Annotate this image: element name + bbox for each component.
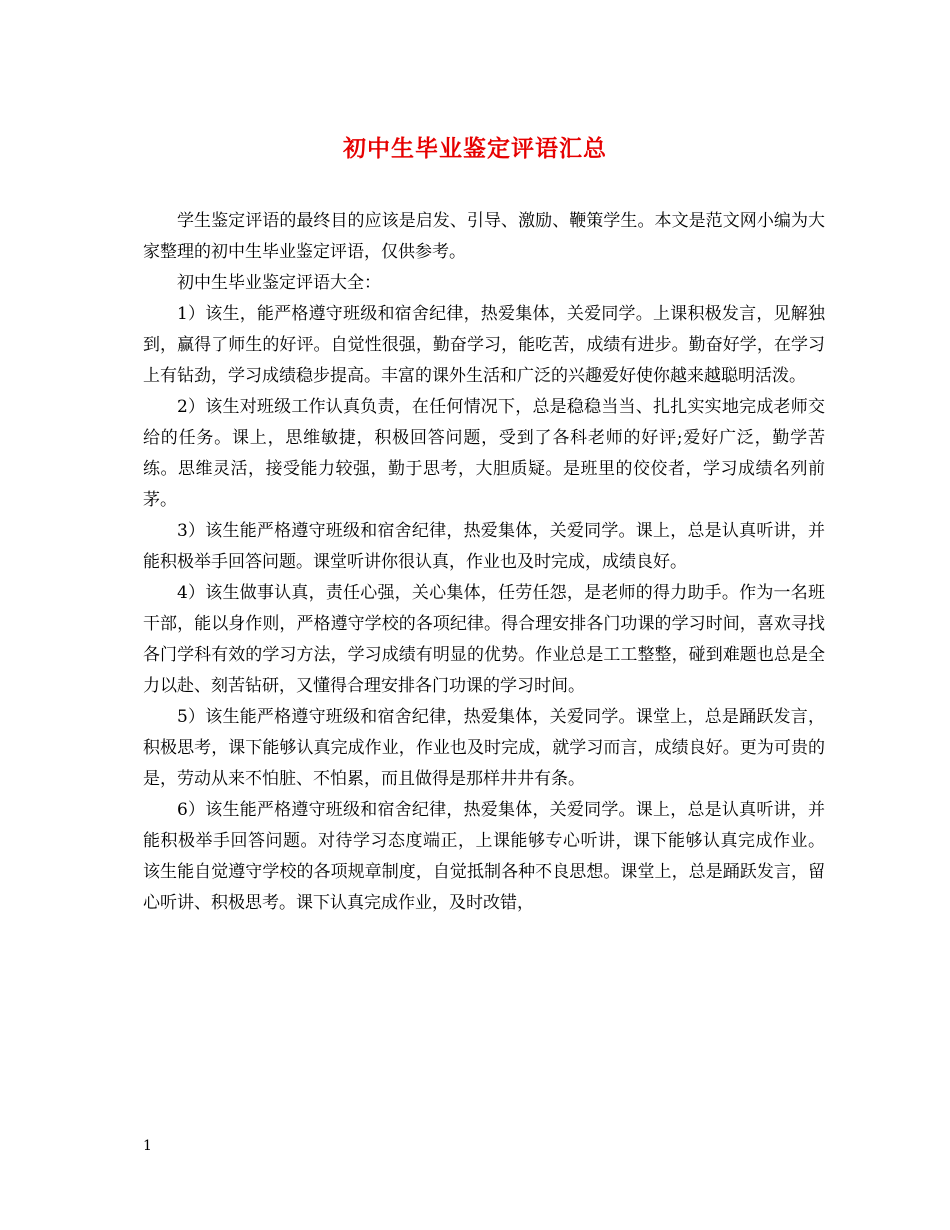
paragraph-intro: 学生鉴定评语的最终目的应该是启发、引导、激励、鞭策学生。本文是范文网小编为大家整理的初中生毕业鉴定评语，仅供参考。 bbox=[143, 211, 825, 262]
paragraph-comment-6: 6）该生能严格遵守班级和宿舍纪律，热爱集体，关爱同学。课上，总是认真听讲，并能积极举手回答问题。对待学习态度端正，上课能够专心听讲，课下能够认真完成作业。 该生能自觉遵守学校的各项规章制度，自觉抵制各种不良思想。课堂上，总是踊跃发言，留心听讲、积极思考。课下认真完成作业，及时改错， bbox=[143, 800, 825, 913]
paragraph-heading: 初中生毕业鉴定评语大全： bbox=[177, 273, 381, 293]
paragraph-comment-2: 2）该生对班级工作认真负责，在任何情况下，总是稳稳当当、扎扎实实地完成老师交给的任务。课上，思维敏捷，积极回答问题，受到了各科老师的好评;爱好广泛，勤学苦练。思维灵活，接受能力较强，勤于思考，大胆质疑。是班里的佼佼者，学习成绩名列前茅。 bbox=[143, 397, 825, 510]
paragraph-comment-4: 4）该生做事认真，责任心强，关心集体，任劳任怨，是老师的得力助手。作为一名班干部，能以身作则，严格遵守学校的各项纪律。得合理安排各门功课的学习时间，喜欢寻找各门学科有效的学习方法，学习成绩有明显的优势。作业总是工工整整，碰到难题也总是全力以赴、刻苦钻研，又懂得合理安排各门功课的学习时间。 bbox=[143, 583, 825, 696]
document-body bbox=[143, 206, 825, 919]
paragraph-comment-3: 3）该生能严格遵守班级和宿舍纪律，热爱集体，关爱同学。课上，总是认真听讲，并能积极举手回答问题。课堂听讲你很认真，作业也及时完成，成绩良好。 bbox=[143, 521, 825, 572]
page-number: 1 bbox=[143, 1138, 152, 1154]
paragraph-comment-1: 1）该生，能严格遵守班级和宿舍纪律，热爱集体，关爱同学。上课积极发言，见解独到，赢得了师生的好评。自觉性很强，勤奋学习，能吃苦，成绩有进步。勤奋好学，在学习上有钻劲，学习成绩稳步提高。丰富的课外生活和广泛的兴趣爱好使你越来越聪明活泼。 bbox=[143, 304, 825, 386]
paragraph-comment-5: 5）该生能严格遵守班级和宿舍纪律，热爱集体，关爱同学。课堂上，总是踊跃发言，积极思考，课下能够认真完成作业，作业也及时完成，就学习而言，成绩良好。更为可贵的是，劳动从来不怕脏、不怕累，而且做得是那样井井有条。 bbox=[143, 707, 825, 789]
document-title: 初中生毕业鉴定评语汇总 bbox=[343, 135, 607, 162]
